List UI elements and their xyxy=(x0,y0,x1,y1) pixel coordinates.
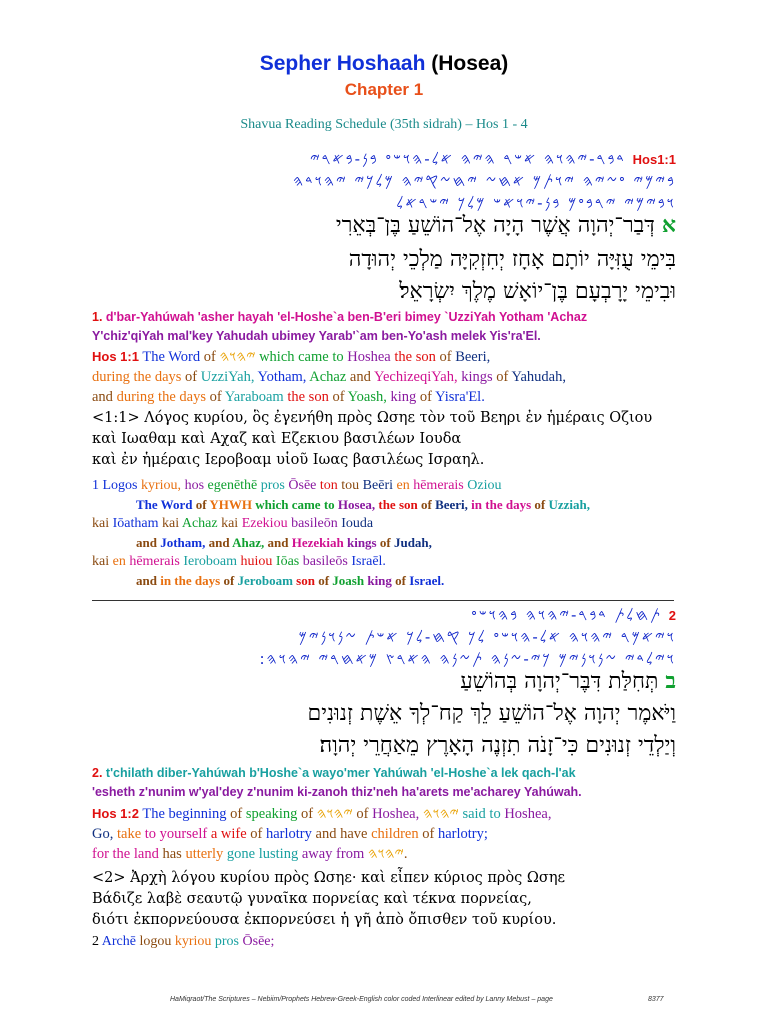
word: and xyxy=(136,535,157,550)
word: king xyxy=(367,573,392,588)
v1-interlinear-english-2 xyxy=(92,533,712,552)
v1-hebrew-line-3: וּבִימֵי יָרָבְעָם בֶּן־יוֹאָשׁ מֶלֶךְ יִשְׂרָאֵל׃ xyxy=(399,279,676,304)
word: kai xyxy=(221,516,239,531)
word: en xyxy=(112,554,126,569)
word: king xyxy=(390,389,417,405)
v2-paleo-text-1: 𐤕𐤇𐤋𐤕 𐤃𐤁𐤓-𐤉𐤄𐤅𐤄 𐤁𐤄𐤅𐤔𐤏 xyxy=(471,606,662,624)
verse-divider xyxy=(92,600,674,601)
word: kai xyxy=(92,516,110,531)
word: and xyxy=(267,535,289,550)
word: a wife xyxy=(210,826,247,842)
word: Jotham, xyxy=(160,535,206,550)
word: of xyxy=(318,573,330,588)
v2-english-line-3 xyxy=(92,844,712,864)
v1-hebrew-marker: א xyxy=(661,212,676,238)
word: The beginning xyxy=(142,806,227,822)
word: Beēri xyxy=(362,478,393,493)
word: Yaraboam xyxy=(224,389,284,405)
word: of xyxy=(332,389,345,405)
word: and xyxy=(208,535,230,550)
v1-greek-line-1: <1:1> Λόγος κυρίου, ὃς ἐγενήθη πρὸς Ωσηε τὸν τοῦ Βεηρι ἐν ἡμέραις Οζιου xyxy=(92,410,653,426)
word: of xyxy=(395,573,407,588)
word: Iouda xyxy=(341,516,374,531)
word: said to xyxy=(462,806,501,822)
word: and xyxy=(92,389,113,405)
word: hos xyxy=(184,478,205,493)
word: en xyxy=(396,478,410,493)
word: take xyxy=(116,826,142,842)
word: YechizeqiYah, xyxy=(373,369,458,385)
word: UzziYah, xyxy=(200,369,255,385)
divine-name: 𐤉𐤄𐤅𐤄 xyxy=(219,349,256,365)
word: Israel. xyxy=(409,573,445,588)
word: Uzziah, xyxy=(548,497,591,512)
word: son xyxy=(296,573,315,588)
v2-hebrew-line-2: וַיֹּאמֶר יְהוָה אֶל־הוֹשֵׁעַ לֵךְ קַח־לְךָ אֵשֶׁת זְנוּנִים xyxy=(307,701,676,726)
word: in the days xyxy=(160,573,221,588)
v2-interlinear-greek-1 xyxy=(92,932,712,951)
word: during the days xyxy=(92,369,182,385)
v2-hebrew-line-1 xyxy=(460,668,676,694)
book-title xyxy=(0,52,768,76)
word: of xyxy=(496,369,509,385)
word: the son xyxy=(394,349,436,365)
word: during the days xyxy=(116,389,206,405)
v2-english-line-1 xyxy=(92,804,712,824)
word: hēmerais xyxy=(413,478,464,493)
word: of xyxy=(420,497,432,512)
word: The Word xyxy=(136,497,193,512)
word: Israēl. xyxy=(351,554,386,569)
word: Hoshea, xyxy=(504,806,552,822)
v1-translit-line-2: Y'chiz'qiYah mal'key Yahudah ubimey Yarab'`am ben-Yo'ash melek Yis'ra'El. xyxy=(92,329,541,343)
v1-english-ref: Hos 1:1 xyxy=(92,349,139,364)
word: basileōs xyxy=(302,554,348,569)
word: Archē xyxy=(101,934,136,949)
word: Achaz xyxy=(309,369,347,385)
v1-interlinear-english-1 xyxy=(92,495,712,514)
word: Ōsēe xyxy=(288,478,317,493)
v2-english-line-2 xyxy=(92,824,712,844)
v1-paleo-ref: Hos1:1 xyxy=(632,152,676,167)
word: which came to xyxy=(259,349,344,365)
v1-interlinear-english-3 xyxy=(92,571,712,590)
word: 2 xyxy=(92,934,99,949)
word: speaking xyxy=(245,806,298,822)
reading-schedule: Shavua Reading Schedule (35th sidrah) – Hos 1 - 4 xyxy=(240,117,528,132)
v2-translit-num: 2. xyxy=(92,766,103,780)
footer-page-number: 8377 xyxy=(648,996,664,1003)
word: kyriou xyxy=(174,934,212,949)
v1-hebrew-line-1 xyxy=(336,212,676,238)
v1-hebrew-line-2: בִּימֵי עֻזִּיָּה יוֹתָם אָחָז יְחִזְקִיָּה מַלְכֵי יְהוּדָה xyxy=(348,247,676,272)
word: kyriou, xyxy=(141,478,182,493)
v1-english xyxy=(92,347,712,407)
word: kings xyxy=(461,369,493,385)
v1-greek xyxy=(92,408,712,471)
word: and have xyxy=(315,826,368,842)
word: for the land xyxy=(92,846,159,862)
v1-interlinear-greek-1 xyxy=(92,476,712,495)
v1-translit-text-1: d'bar-Yahúwah 'asher hayah 'el-Hoshe`a ben-B'eri bimey `UzziYah Yotham 'Achaz xyxy=(105,310,588,324)
v1-paleo-line-1 xyxy=(310,150,676,168)
v1-translit-line-1 xyxy=(92,308,702,327)
word: and xyxy=(136,573,157,588)
word: pros xyxy=(214,934,240,949)
word: egenēthē xyxy=(207,478,258,493)
v2-paleo-num: 2 xyxy=(668,608,676,623)
divine-name: 𐤉𐤄𐤅𐤄 xyxy=(316,806,353,822)
v1-translit-num: 1. xyxy=(92,310,103,324)
word: kai xyxy=(92,554,110,569)
word: of xyxy=(419,389,432,405)
word: The Word xyxy=(142,349,201,365)
word: of xyxy=(223,573,235,588)
v2-hebrew-line-3: וְיַלְדֵי זְנוּנִים כִּי־זָנֹה תִזְנֶה הָאָרֶץ מֵאַחֲרֵי יְהוָה׃ xyxy=(319,733,676,758)
word: tou xyxy=(341,478,360,493)
v1-paleo-line-3: 𐤅𐤁𐤉𐤌𐤉 𐤉𐤓𐤁𐤏𐤌 𐤁𐤍-𐤉𐤅𐤀𐤔 𐤌𐤋𐤊 𐤉𐤔𐤓𐤀𐤋 xyxy=(396,194,676,212)
word: utterly xyxy=(185,846,224,862)
word: Yoash, xyxy=(347,389,387,405)
v1-english-line-2 xyxy=(92,367,712,387)
word: kings xyxy=(346,535,377,550)
word: of xyxy=(439,349,452,365)
book-title-english: Sepher Hoshaah xyxy=(259,52,426,75)
word: Yisra'El. xyxy=(435,389,485,405)
word: Achaz xyxy=(181,516,218,531)
word: Logos xyxy=(102,478,138,493)
word: of xyxy=(379,535,391,550)
word: logou xyxy=(139,934,172,949)
word: Ezekiou xyxy=(241,516,288,531)
v2-english-ref: Hos 1:2 xyxy=(92,806,139,821)
v2-greek-line-3: διότι ἐκπορνεύουσα ἐκπορνεύσει ἡ γῆ ἀπὸ ὄπισθεν τοῦ κυρίου. xyxy=(92,912,557,928)
word: 1 xyxy=(92,478,99,493)
v1-english-line-3 xyxy=(92,387,712,407)
word: Joash xyxy=(332,573,365,588)
word: of xyxy=(356,806,369,822)
word: children xyxy=(371,826,419,842)
word: Go, xyxy=(92,826,114,842)
word: has xyxy=(162,846,182,862)
divine-name: 𐤉𐤄𐤅𐤄 xyxy=(422,806,459,822)
word: Ahaz, xyxy=(232,535,265,550)
word: Beeri, xyxy=(455,349,491,365)
word: Iōas xyxy=(275,554,300,569)
v1-hebrew-text-1: דְּבַר־יְהוָה אֲשֶׁר הָיָה אֶל־הוֹשֵׁעַ בֶּן־בְּאֵרִי xyxy=(335,213,655,238)
word: in the days xyxy=(471,497,532,512)
v2-paleo-line-1 xyxy=(471,606,676,624)
word: of xyxy=(250,826,263,842)
word: . xyxy=(403,846,408,862)
word: Hoshea xyxy=(347,349,391,365)
word: the son xyxy=(287,389,329,405)
v2-greek-line-1: <2> Ἀρχὴ λόγου κυρίου πρὸς Ωσηε· καὶ εἶπεν κύριος πρὸς Ωσηε xyxy=(92,870,566,886)
v1-greek-line-3: καὶ ἐν ἡμέραις Ιεροβοαμ υἱοῦ Ιωας βασιλέως Ισραηλ. xyxy=(92,452,485,468)
word: Ieroboam xyxy=(183,554,238,569)
word: of xyxy=(203,349,216,365)
word: the son xyxy=(378,497,418,512)
v2-english xyxy=(92,804,712,864)
book-title-paren: (Hosea) xyxy=(431,52,509,75)
divine-name: 𐤉𐤄𐤅𐤄 xyxy=(367,846,404,862)
v2-hebrew-marker: ב xyxy=(665,668,676,694)
v2-interlinear xyxy=(92,932,712,951)
word: of xyxy=(534,497,546,512)
v2-translit-text-1: t'chilath diber-Yahúwah b'Hoshe`a wayo'mer Yahúwah 'el-Hoshe`a lek qach-l'ak xyxy=(105,766,576,780)
word: Ōsēe; xyxy=(242,934,275,949)
word: Beeri, xyxy=(435,497,468,512)
v2-paleo-line-3: 𐤅𐤉𐤋𐤃𐤉 𐤆𐤍𐤅𐤍𐤉𐤌 𐤊𐤉-𐤆𐤍𐤄 𐤕𐤆𐤍𐤄 𐤄𐤀𐤓𐤑 𐤌𐤀𐤇𐤓𐤉 𐤉𐤄𐤅𐤄: xyxy=(259,650,676,668)
word: of xyxy=(209,389,222,405)
word: hēmerais xyxy=(129,554,180,569)
word: ton xyxy=(319,478,338,493)
word: Hosea, xyxy=(337,497,376,512)
word: Oziou xyxy=(467,478,502,493)
word: Judah, xyxy=(393,535,432,550)
v1-english-line-1 xyxy=(92,347,712,367)
word: which came to xyxy=(255,497,335,512)
footer-text: HaMiqraot/The Scriptures – Nebiim/Prophets Hebrew-Greek-English color coded Interlinear edited by Lanny Mebust – page xyxy=(170,996,553,1003)
v1-paleo-line-2: 𐤁𐤉𐤌𐤉 𐤏𐤆𐤉𐤄 𐤉𐤅𐤕𐤌 𐤀𐤇𐤆 𐤉𐤇𐤆𐤒𐤉𐤄 𐤌𐤋𐤊𐤉 𐤉𐤄𐤅𐤃𐤄 xyxy=(293,172,676,190)
word: of xyxy=(230,806,243,822)
v2-greek xyxy=(92,868,712,931)
word: and xyxy=(349,369,371,385)
v1-greek-line-2: καὶ Ιωαθαμ καὶ Αχαζ καὶ Εζεκιου βασιλέων Ιουδα xyxy=(92,431,462,447)
chapter-heading: Chapter 1 xyxy=(344,80,424,99)
word: Jeroboam xyxy=(237,573,293,588)
word: of xyxy=(195,497,207,512)
v2-translit-line-1 xyxy=(92,764,702,783)
v2-greek-line-2: Βάδιζε λαβὲ σεαυτῷ γυναῖκα πορνείας καὶ τέκνα πορνείας, xyxy=(92,891,532,907)
word: Yahudah, xyxy=(511,369,566,385)
word: to yourself xyxy=(144,826,208,842)
word: kai xyxy=(161,516,180,531)
word: harlotry; xyxy=(437,826,488,842)
word: basileōn xyxy=(291,516,338,531)
v2-transliteration xyxy=(92,764,702,802)
word: pros xyxy=(260,478,285,493)
word: of xyxy=(185,369,198,385)
word: away from xyxy=(301,846,365,862)
word: YHWH xyxy=(209,497,252,512)
word: Hezekiah xyxy=(291,535,344,550)
word: gone lusting xyxy=(226,846,299,862)
word: harlotry xyxy=(265,826,312,842)
v2-paleo-line-2: 𐤅𐤉𐤀𐤌𐤓 𐤉𐤄𐤅𐤄 𐤀𐤋-𐤄𐤅𐤔𐤏 𐤋𐤊 𐤒𐤇-𐤋𐤊 𐤀𐤔𐤕 𐤆𐤍𐤅𐤍𐤉𐤌 xyxy=(298,628,676,646)
word: Iōatham xyxy=(112,516,159,531)
v1-interlinear xyxy=(92,476,712,590)
word: of xyxy=(301,806,314,822)
page-footer xyxy=(170,996,690,1003)
v1-paleo-text-1: 𐤃𐤁𐤓-𐤉𐤄𐤅𐤄 𐤀𐤔𐤓 𐤄𐤉𐤄 𐤀𐤋-𐤄𐤅𐤔𐤏 𐤁𐤍-𐤁𐤀𐤓𐤉 xyxy=(309,150,626,168)
word: Yotham, xyxy=(257,369,307,385)
v1-interlinear-greek-3 xyxy=(92,552,712,571)
word: Hoshea, xyxy=(372,806,420,822)
word: huiou xyxy=(240,554,273,569)
v2-hebrew-text-1: תְּחִלַּת דִּבֶּר־יְהוָה בְּהוֹשֵׁעַ xyxy=(460,669,659,694)
v1-transliteration xyxy=(92,308,702,346)
v1-interlinear-greek-2 xyxy=(92,514,712,533)
v2-translit-line-2: 'esheth z'nunim w'yal'dey z'nunim ki-zanoh thiz'neh ha'arets me'acharey Yahúwah. xyxy=(92,785,582,799)
word: of xyxy=(422,826,435,842)
